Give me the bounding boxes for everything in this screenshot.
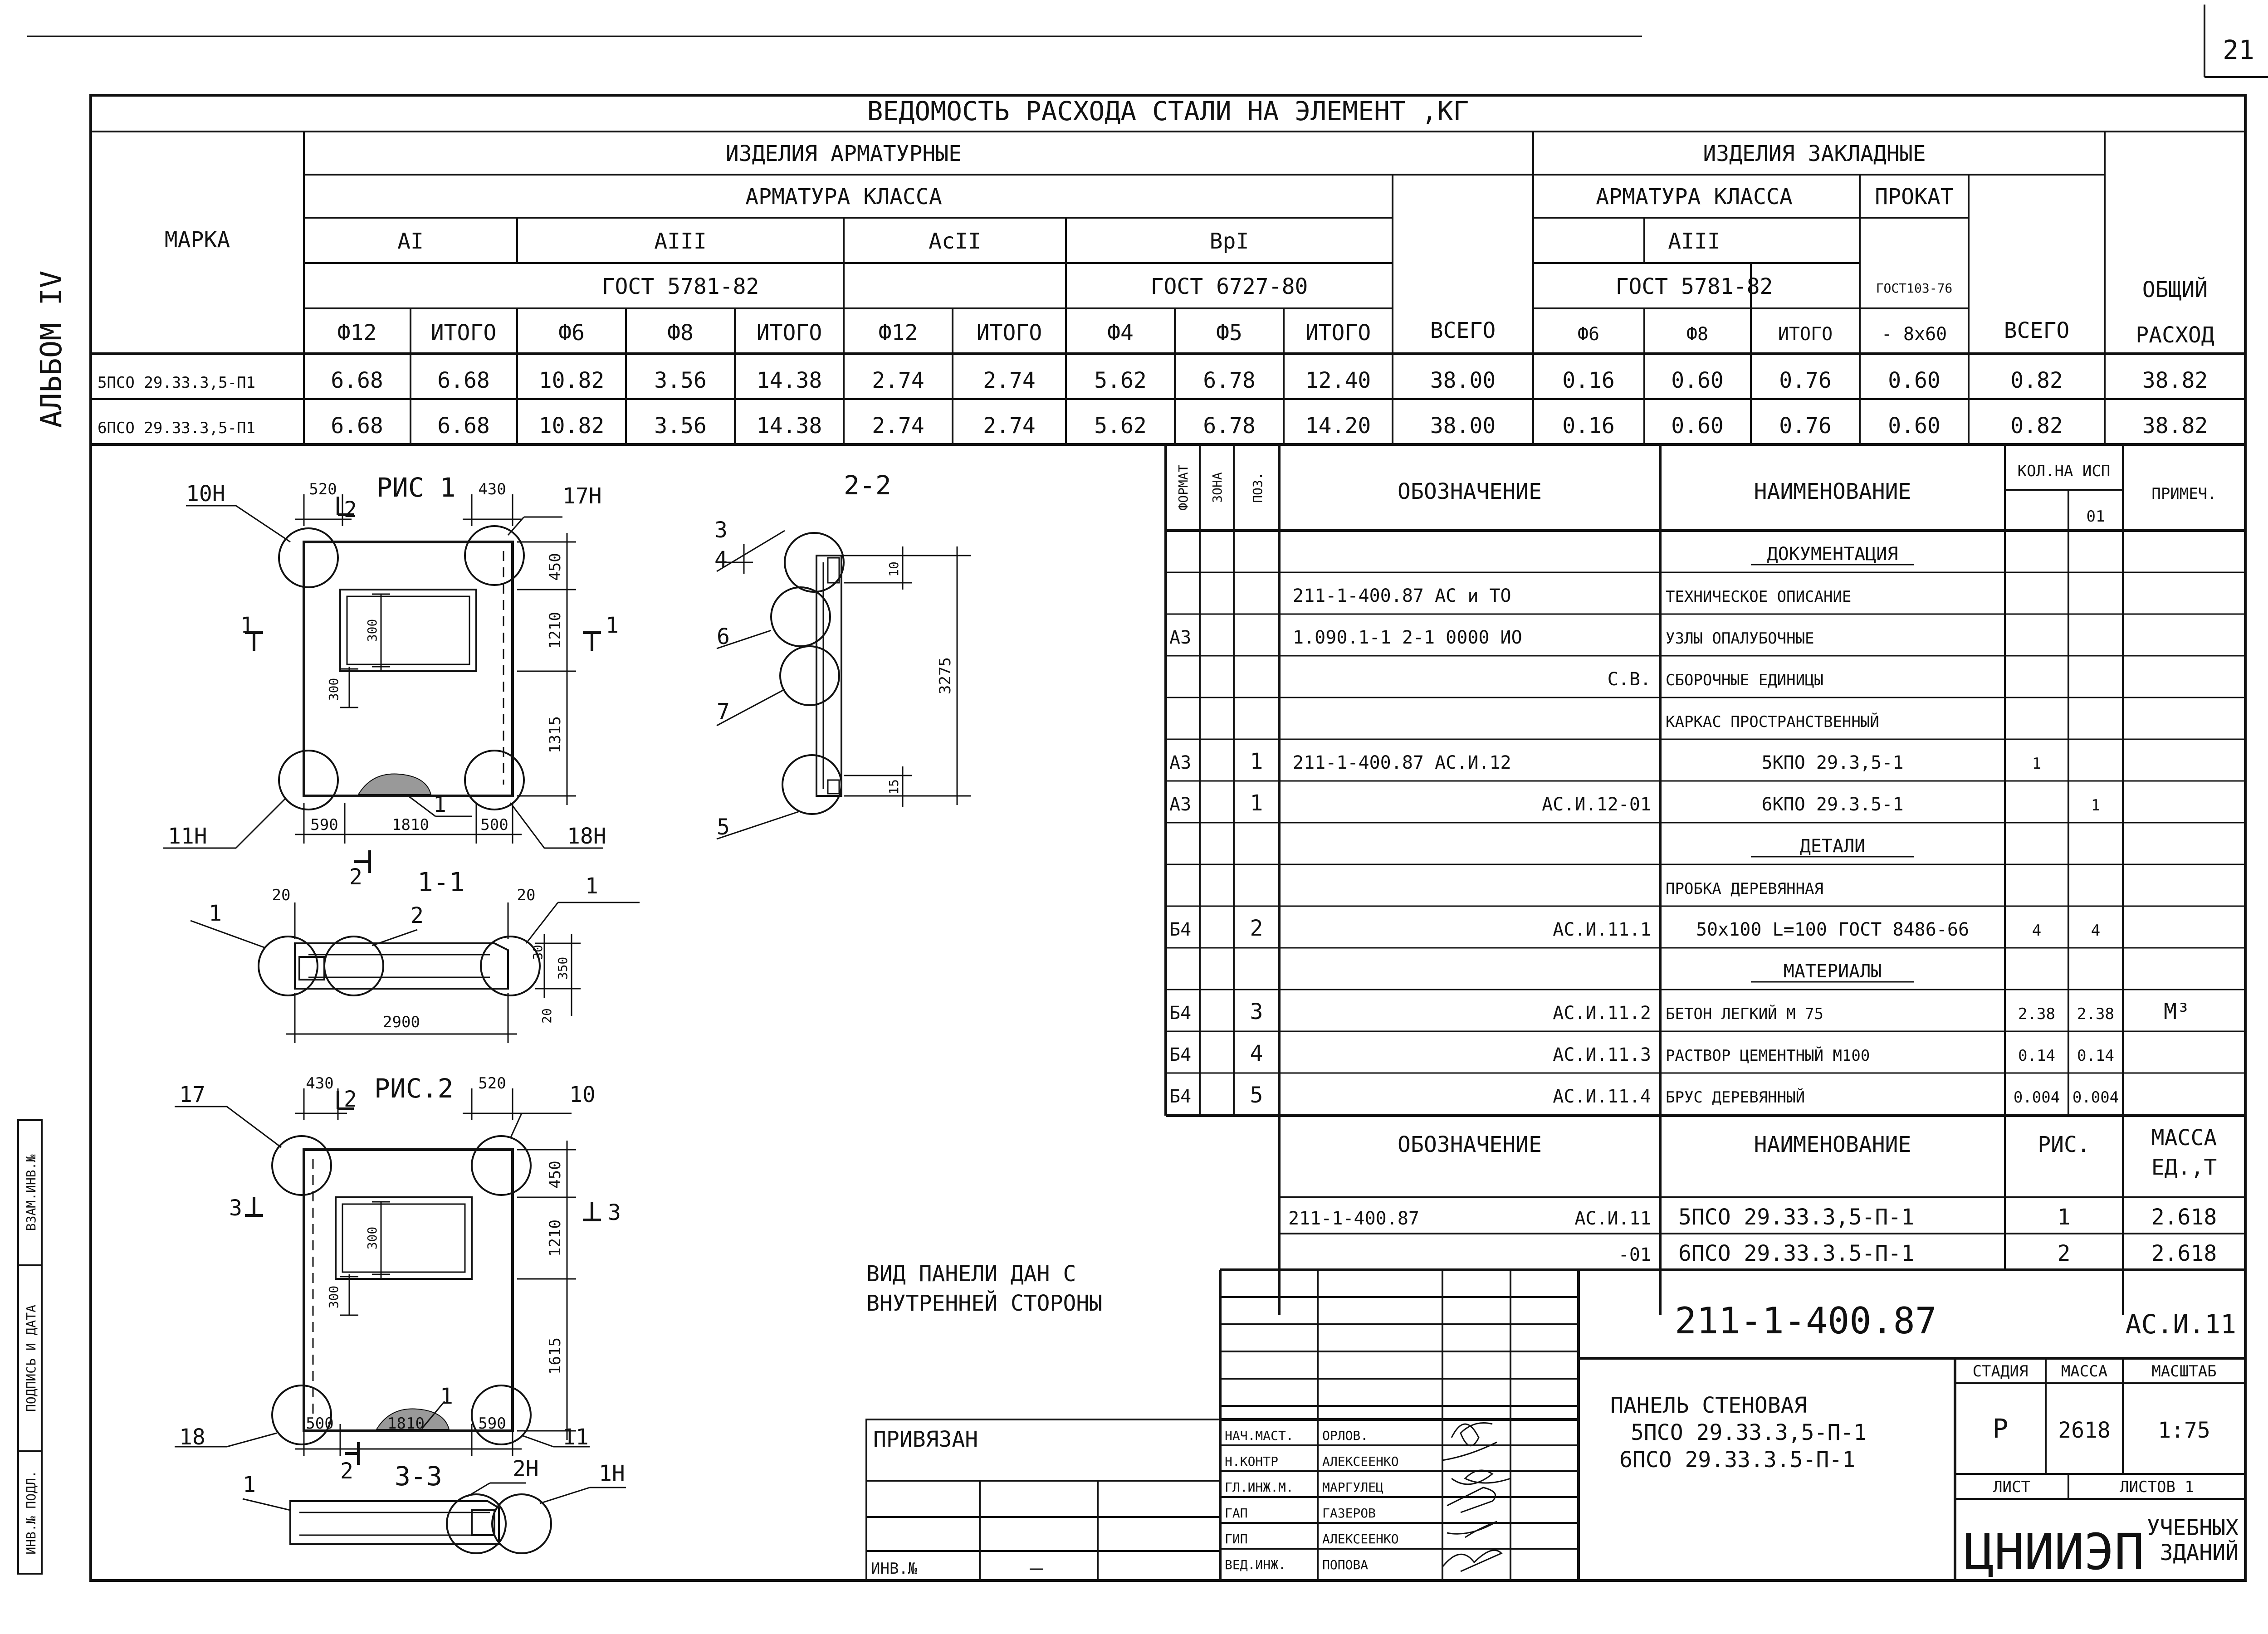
spec-h-format: ФОРМАТ bbox=[1176, 464, 1191, 511]
steel-cell: 6.68 bbox=[331, 413, 383, 439]
rolled-header: ПРОКАТ bbox=[1875, 184, 1954, 210]
fig2-cut-2a: 2 bbox=[344, 1087, 357, 1112]
spec-format: Б4 bbox=[1169, 919, 1192, 940]
spec-pos: 5 bbox=[1250, 1083, 1263, 1108]
steel-row-mark: 5ПСО 29.33.3,5-П1 bbox=[98, 374, 255, 392]
fig1-dim-right-3: 1315 bbox=[546, 716, 564, 753]
steel-cell: 0.82 bbox=[2010, 368, 2063, 393]
el-name: 5ПСО 29.33.3,5-П-1 bbox=[1678, 1205, 1915, 1230]
steel-cell: 0.82 bbox=[2010, 413, 2063, 439]
steel-cell: 0.16 bbox=[1562, 368, 1615, 393]
spec-table bbox=[1166, 444, 2245, 1315]
fig1-title: РИС 1 bbox=[376, 472, 456, 503]
fig1-leader-10n: 10Н bbox=[186, 481, 225, 507]
steel-emb-col-header: Ф8 bbox=[1686, 324, 1709, 345]
el-h-mass-2: ЕД.,Т bbox=[2151, 1155, 2217, 1180]
steel-cell: 14.38 bbox=[756, 368, 822, 393]
steel-emb-col-header: Ф6 bbox=[1577, 324, 1600, 345]
steel-emb-col-header: - 8х60 bbox=[1881, 324, 1947, 345]
sheet-code: АС.И.11 bbox=[2125, 1309, 2236, 1340]
side-instead-of: ВЗАМ.ИНВ.№ bbox=[24, 1154, 39, 1231]
sig-name: МАРГУЛЕЦ bbox=[1322, 1480, 1383, 1495]
el-h-name: НАИМЕНОВАНИЕ bbox=[1754, 1132, 1911, 1157]
sig-name: ОРЛОВ. bbox=[1322, 1428, 1369, 1443]
arm-class2-header: АРМАТУРА КЛАССА bbox=[1596, 184, 1793, 210]
fig1-dim-inner-2: 300 bbox=[326, 678, 341, 701]
steel-cell: 14.20 bbox=[1305, 413, 1371, 439]
fig2-dim-bot-1: 500 bbox=[306, 1415, 334, 1433]
title-line-2: 5ПСО 29.33.3,5-П-1 bbox=[1631, 1420, 1867, 1445]
section-1-1-title: 1-1 bbox=[417, 867, 465, 897]
el-h-mass-1: МАССА bbox=[2151, 1125, 2217, 1151]
steel-cell: 3.56 bbox=[654, 413, 707, 439]
sig-role: ГИП bbox=[1225, 1532, 1248, 1546]
spec-note: М³ bbox=[2164, 999, 2190, 1024]
sig-name: АЛЕКСЕЕНКО bbox=[1322, 1532, 1399, 1546]
fig1-dim-right-2: 1210 bbox=[546, 612, 564, 649]
steel-row-mark: 6ПСО 29.33.3,5-П1 bbox=[98, 419, 255, 437]
s11-dim-6: 2900 bbox=[383, 1013, 420, 1031]
steel-cell: 2.74 bbox=[983, 368, 1036, 393]
fig2-dim-bot-3: 590 bbox=[478, 1415, 506, 1433]
steel-cell: 10.82 bbox=[538, 368, 605, 393]
sig-role: ВЕД.ИНЖ. bbox=[1225, 1557, 1286, 1572]
spec-name: РАСТВОР ЦЕМЕНТНЫЙ М100 bbox=[1666, 1047, 1870, 1065]
spec-qty-1: 4 bbox=[2032, 922, 2042, 940]
fig2-leader-10: 10 bbox=[569, 1082, 596, 1107]
spec-qty-2: 0.14 bbox=[2077, 1047, 2114, 1065]
section-3-3-title: 3-3 bbox=[395, 1461, 442, 1492]
el-designation: 211-1-400.87 bbox=[1288, 1208, 1419, 1229]
spec-section-header: ДЕТАЛИ bbox=[1799, 836, 1866, 857]
s22-leader-4: 4 bbox=[714, 547, 728, 572]
s33-leader-1: 1 bbox=[243, 1472, 256, 1497]
fig2-dim-inner-1: 300 bbox=[365, 1226, 380, 1250]
el-h-fig: РИС. bbox=[2038, 1132, 2090, 1157]
fig2-cut-3a: 3 bbox=[229, 1195, 242, 1221]
spec-name: 6КПО 29.3.5-1 bbox=[1761, 794, 1904, 815]
fig2-dim-top-1: 430 bbox=[306, 1074, 334, 1093]
steel-cell: 0.76 bbox=[1779, 368, 1832, 393]
fig1-cut-2b: 2 bbox=[349, 864, 362, 890]
steel-col-header: Ф5 bbox=[1216, 320, 1242, 346]
spec-name: БЕТОН ЛЕГКИЙ М 75 bbox=[1666, 1005, 1823, 1023]
s11-leader-1a: 1 bbox=[209, 901, 222, 926]
s22-dim-3275: 3275 bbox=[936, 657, 954, 694]
spec-name: 50х100 L=100 ГОСТ 8486-66 bbox=[1696, 919, 1970, 940]
fig1-dim-inner-1: 300 bbox=[365, 619, 380, 642]
sig-role: Н.КОНТР bbox=[1225, 1454, 1279, 1469]
privyazan-label: ПРИВЯЗАН bbox=[873, 1427, 978, 1452]
note-view-2: ВНУТРЕННЕЙ СТОРОНЫ bbox=[866, 1291, 1103, 1316]
spec-designation: 211-1-400.87 АС и ТО bbox=[1293, 585, 1511, 606]
spec-section-header: МАТЕРИАЛЫ bbox=[1783, 961, 1882, 982]
note-view-1: ВИД ПАНЕЛИ ДАН С bbox=[866, 1261, 1076, 1287]
spec-pos: 2 bbox=[1250, 916, 1263, 941]
fig2-cut-3b: 3 bbox=[608, 1200, 621, 1225]
title-line-3: 6ПСО 29.33.3.5-П-1 bbox=[1619, 1447, 1856, 1473]
spec-name: БРУС ДЕРЕВЯННЫЙ bbox=[1666, 1088, 1805, 1107]
side-stamp bbox=[18, 1120, 42, 1574]
spec-designation: С.В. bbox=[1607, 669, 1651, 690]
fig2-dim-inner-2: 300 bbox=[326, 1285, 341, 1309]
spec-format: Б4 bbox=[1169, 1044, 1192, 1065]
fig2-title: РИС.2 bbox=[374, 1073, 454, 1104]
spec-format: А3 bbox=[1169, 752, 1192, 773]
steel-cell: 12.40 bbox=[1305, 368, 1371, 393]
class-ac2: АсII bbox=[929, 229, 981, 254]
fig1-leader-18n: 18Н bbox=[567, 824, 606, 849]
s11-dim-4: 350 bbox=[555, 956, 570, 980]
class-bp1: ВрI bbox=[1209, 229, 1249, 254]
sig-role: ГАП bbox=[1225, 1506, 1248, 1521]
s11-dim-3: 30 bbox=[530, 945, 545, 960]
gost-1: ГОСТ 5781-82 bbox=[601, 274, 759, 299]
class-a3: АIII bbox=[654, 229, 707, 254]
steel-cell: 0.60 bbox=[1671, 413, 1724, 439]
spec-h-name: НАИМЕНОВАНИЕ bbox=[1754, 479, 1911, 504]
fig2-dim-right-2: 1210 bbox=[546, 1219, 564, 1257]
page-number: 21 bbox=[2223, 34, 2254, 65]
section-1-1 bbox=[191, 867, 640, 1043]
el-fig: 1 bbox=[2057, 1205, 2071, 1230]
scale-value: 1:75 bbox=[2158, 1418, 2210, 1443]
spec-format: Б4 bbox=[1169, 1086, 1192, 1107]
spec-pos: 1 bbox=[1250, 790, 1263, 816]
s11-dim-1: 20 bbox=[272, 886, 291, 904]
steel-cell: 6.78 bbox=[1203, 368, 1256, 393]
fig1-dim-right-1: 450 bbox=[546, 553, 564, 581]
fig2-cut-2b: 2 bbox=[340, 1458, 353, 1484]
spec-h-zone: ЗОНА bbox=[1210, 472, 1225, 503]
steel-cell: 0.60 bbox=[1888, 368, 1941, 393]
fig1-leader-17n: 17Н bbox=[562, 483, 602, 509]
total-consumption-1: ОБЩИЙ bbox=[2142, 277, 2208, 302]
org-big: ЦНИИЭП bbox=[1964, 1523, 2145, 1581]
spec-name: ПРОБКА ДЕРЕВЯННАЯ bbox=[1666, 880, 1823, 898]
fig2-dim-bot-2: 1810 bbox=[387, 1415, 425, 1433]
s22-leader-6: 6 bbox=[717, 624, 730, 649]
steel-cell: 6.68 bbox=[437, 368, 490, 393]
fig1-cut-1b: 1 bbox=[606, 613, 619, 638]
spec-name: ТЕХНИЧЕСКОЕ ОПИСАНИЕ bbox=[1666, 588, 1852, 606]
steel-cell: 0.60 bbox=[1888, 413, 1941, 439]
embedded-items-header: ИЗДЕЛИЯ ЗАКЛАДНЫЕ bbox=[1703, 141, 1926, 166]
arm-items-header: ИЗДЕЛИЯ АРМАТУРНЫЕ bbox=[725, 141, 962, 166]
spec-qty-1: 2.38 bbox=[2018, 1005, 2055, 1023]
spec-qty-2: 4 bbox=[2091, 922, 2101, 940]
fig2-dim-right-3: 1615 bbox=[546, 1337, 564, 1375]
steel-col-header: ИТОГО bbox=[430, 320, 497, 346]
fig1-leader-11n: 11Н bbox=[168, 824, 207, 849]
spec-name: 5КПО 29.3,5-1 bbox=[1761, 752, 1904, 773]
s22-dim-10: 10 bbox=[886, 561, 901, 577]
fig2-leader-1: 1 bbox=[440, 1384, 453, 1409]
el-name: 6ПСО 29.33.3.5-П-1 bbox=[1678, 1241, 1915, 1266]
section-2-2-title: 2-2 bbox=[844, 470, 891, 501]
el-mass: 2.618 bbox=[2151, 1241, 2217, 1266]
steel-cell: 5.62 bbox=[1094, 413, 1147, 439]
steel-cell: 10.82 bbox=[538, 413, 605, 439]
sig-role: ГЛ.ИНЖ.М. bbox=[1225, 1480, 1294, 1495]
steel-cell: 6.68 bbox=[437, 413, 490, 439]
steel-col-header: Ф6 bbox=[558, 320, 585, 346]
spec-qty-2: 2.38 bbox=[2077, 1005, 2114, 1023]
spec-h-pos: ПОЗ. bbox=[1250, 472, 1265, 503]
org-small-2: ЗДАНИЙ bbox=[2160, 1540, 2239, 1566]
fig2-dim-right-1: 450 bbox=[546, 1161, 564, 1189]
doc-code: 211-1-400.87 bbox=[1675, 1300, 1937, 1342]
spec-designation: АС.И.12-01 bbox=[1542, 794, 1651, 815]
inv-no-label: ИНВ.№ bbox=[871, 1560, 918, 1578]
vsego-2: ВСЕГО bbox=[2004, 318, 2070, 343]
steel-col-header: Ф12 bbox=[337, 320, 377, 346]
fig2-leader-17: 17 bbox=[179, 1082, 205, 1107]
class-a1: АI bbox=[397, 229, 424, 254]
spec-h-designation: ОБОЗНАЧЕНИЕ bbox=[1398, 479, 1542, 504]
steel-emb-col-header: ИТОГО bbox=[1778, 324, 1833, 345]
s11-leader-1b: 1 bbox=[585, 873, 598, 899]
el-designation-code: АС.И.11 bbox=[1574, 1208, 1651, 1229]
steel-col-header: Ф8 bbox=[667, 320, 694, 346]
s22-dim-15: 15 bbox=[886, 779, 901, 795]
spec-pos: 3 bbox=[1250, 999, 1263, 1024]
steel-cell: 5.62 bbox=[1094, 368, 1147, 393]
gost-3: ГОСТ 5781-82 bbox=[1615, 274, 1773, 299]
sig-name: ГАЗЕРОВ bbox=[1322, 1506, 1376, 1521]
fig2-leader-18: 18 bbox=[179, 1424, 205, 1450]
s22-leader-3: 3 bbox=[714, 517, 728, 543]
s11-dim-5: 20 bbox=[539, 1008, 554, 1024]
spec-pos: 1 bbox=[1250, 749, 1263, 774]
spec-h-var: 01 bbox=[2086, 507, 2105, 526]
section-2-2 bbox=[714, 470, 971, 840]
side-inv-no: ИНВ.№ ПОДЛ. bbox=[24, 1470, 39, 1555]
sig-name: ПОПОВА bbox=[1322, 1557, 1369, 1572]
sig-role: НАЧ.МАСТ. bbox=[1225, 1428, 1294, 1443]
steel-cell: 0.60 bbox=[1671, 368, 1724, 393]
fig1-dim-top-2: 430 bbox=[478, 480, 506, 498]
el-fig: 2 bbox=[2057, 1241, 2071, 1266]
steel-cell: 2.74 bbox=[872, 413, 924, 439]
spec-format: Б4 bbox=[1169, 1003, 1192, 1024]
vsego-1: ВСЕГО bbox=[1430, 318, 1496, 343]
steel-cell: 14.38 bbox=[756, 413, 822, 439]
el-h-designation: ОБОЗНАЧЕНИЕ bbox=[1398, 1132, 1542, 1157]
spec-name: СБОРОЧНЫЕ ЕДИНИЦЫ bbox=[1666, 671, 1823, 689]
steel-col-header: ИТОГО bbox=[1305, 320, 1371, 346]
s11-dim-2: 20 bbox=[517, 886, 536, 904]
s33-leader-1n: 1Н bbox=[599, 1461, 625, 1486]
spec-designation: АС.И.11.4 bbox=[1553, 1086, 1651, 1107]
steel-table bbox=[91, 96, 2245, 444]
class-emb: АIII bbox=[1668, 229, 1721, 254]
spec-qty-1: 0.004 bbox=[2013, 1088, 2060, 1107]
spec-name: УЗЛЫ ОПАЛУБОЧНЫЕ bbox=[1666, 629, 1814, 648]
sheets-label: ЛИСТОВ 1 bbox=[2120, 1478, 2194, 1496]
spec-format: А3 bbox=[1169, 794, 1192, 815]
fig2-leader-11: 11 bbox=[562, 1424, 589, 1450]
fig1-cut-2a: 2 bbox=[344, 497, 357, 522]
elements-table bbox=[1279, 1116, 2245, 1270]
steel-cell: 2.74 bbox=[983, 413, 1036, 439]
steel-col-header: Ф4 bbox=[1107, 320, 1134, 346]
gost-2: ГОСТ 6727-80 bbox=[1150, 274, 1308, 299]
marka-header: МАРКА bbox=[164, 227, 230, 253]
steel-col-header: ИТОГО bbox=[976, 320, 1042, 346]
steel-cell: 0.16 bbox=[1562, 413, 1615, 439]
section-3-3 bbox=[243, 1456, 626, 1553]
spec-qty-1: 0.14 bbox=[2018, 1047, 2055, 1065]
spec-designation: АС.И.11.1 bbox=[1553, 919, 1651, 940]
s22-leader-7: 7 bbox=[717, 699, 730, 724]
fig1-dim-bot-3: 500 bbox=[480, 816, 508, 834]
stage-label: СТАДИЯ bbox=[1972, 1362, 2028, 1380]
steel-col-header: Ф12 bbox=[878, 320, 918, 346]
scale-label: МАСШТАБ bbox=[2151, 1362, 2217, 1380]
spec-section-header: ДОКУМЕНТАЦИЯ bbox=[1767, 544, 1898, 565]
arm-class-header: АРМАТУРА КЛАССА bbox=[745, 184, 942, 210]
mass-label: МАССА bbox=[2061, 1362, 2108, 1380]
steel-title: ВЕДОМОСТЬ РАСХОДА СТАЛИ НА ЭЛЕМЕНТ ,КГ bbox=[867, 96, 1469, 127]
steel-cell: 38.82 bbox=[2142, 413, 2208, 439]
s11-leader-2: 2 bbox=[411, 903, 424, 928]
org-small-1: УЧЕБНЫХ bbox=[2146, 1515, 2239, 1541]
steel-col-header: ИТОГО bbox=[756, 320, 822, 346]
fig1-dim-top-1: 520 bbox=[309, 480, 337, 498]
steel-cell: 38.00 bbox=[1430, 413, 1496, 439]
spec-designation: АС.И.11.3 bbox=[1553, 1044, 1651, 1065]
fig2-dim-top-2: 520 bbox=[478, 1074, 506, 1093]
spec-qty-1: 1 bbox=[2032, 755, 2042, 773]
steel-cell: 6.78 bbox=[1203, 413, 1256, 439]
fig1-drawing bbox=[163, 472, 619, 890]
spec-pos: 4 bbox=[1250, 1041, 1263, 1066]
spec-name: КАРКАС ПРОСТРАНСТВЕННЫЙ bbox=[1666, 713, 1879, 731]
mass-value: 2618 bbox=[2058, 1418, 2111, 1443]
spec-format: А3 bbox=[1169, 627, 1192, 648]
steel-cell: 6.68 bbox=[331, 368, 383, 393]
spec-h-qty: КОЛ.НА ИСП bbox=[2017, 462, 2111, 480]
steel-cell: 38.82 bbox=[2142, 368, 2208, 393]
el-designation-code: -01 bbox=[1618, 1244, 1651, 1265]
spec-h-note: ПРИМЕЧ. bbox=[2151, 485, 2217, 503]
gost-4: ГОСТ103-76 bbox=[1876, 281, 1953, 296]
steel-cell: 3.56 bbox=[654, 368, 707, 393]
s22-leader-5: 5 bbox=[717, 815, 730, 840]
fig2-drawing bbox=[175, 1073, 621, 1484]
title-block bbox=[866, 1270, 2245, 1581]
spec-designation: 1.090.1-1 2-1 0000 ИО bbox=[1293, 627, 1522, 648]
s33-leader-2n: 2Н bbox=[513, 1456, 539, 1482]
total-consumption-2: РАСХОД bbox=[2136, 322, 2214, 348]
steel-cell: 38.00 bbox=[1430, 368, 1496, 393]
stage-value: Р bbox=[1992, 1413, 2009, 1444]
title-line-1: ПАНЕЛЬ СТЕНОВАЯ bbox=[1610, 1393, 1807, 1418]
sig-name: АЛЕКСЕЕНКО bbox=[1322, 1454, 1399, 1469]
el-mass: 2.618 bbox=[2151, 1205, 2217, 1230]
spec-qty-2: 0.004 bbox=[2072, 1088, 2119, 1107]
steel-cell: 0.76 bbox=[1779, 413, 1832, 439]
fig1-dim-bot-1: 590 bbox=[310, 816, 338, 834]
fig1-dim-bot-2: 1810 bbox=[392, 816, 429, 834]
fig1-cut-1a: 1 bbox=[240, 613, 254, 638]
fig1-leader-1: 1 bbox=[433, 792, 446, 817]
spec-qty-2: 1 bbox=[2091, 796, 2101, 815]
steel-cell: 2.74 bbox=[872, 368, 924, 393]
spec-designation: 211-1-400.87 АС.И.12 bbox=[1293, 752, 1511, 773]
sheet-label: ЛИСТ bbox=[1993, 1478, 2030, 1496]
side-sign-date: ПОДПИСЬ И ДАТА bbox=[24, 1304, 39, 1412]
spec-designation: АС.И.11.2 bbox=[1553, 1003, 1651, 1024]
album-label: АЛЬБОМ IV bbox=[35, 270, 68, 428]
